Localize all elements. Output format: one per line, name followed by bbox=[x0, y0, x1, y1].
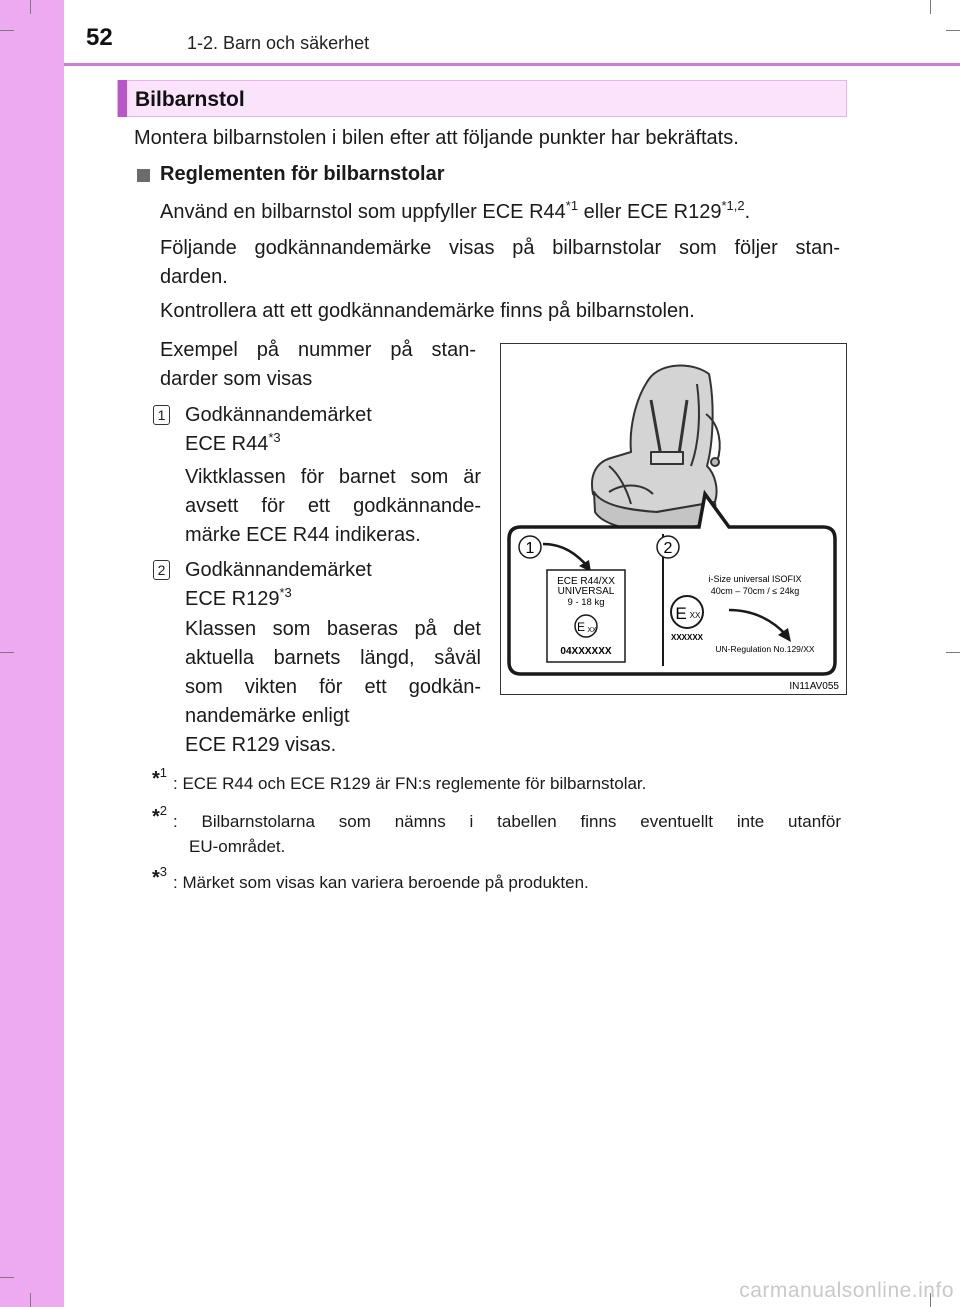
r129-code: XXXXXX bbox=[670, 633, 704, 642]
footnote-marker bbox=[152, 864, 168, 890]
footnote-marker bbox=[152, 803, 168, 829]
figure-label-2: 2 bbox=[663, 540, 673, 557]
crop-mark bbox=[30, 1293, 31, 1307]
footnote-2-text-line1: : Bilbarnstolarna som nämns i tabellen finns eventuellt inte utanför bbox=[173, 812, 841, 831]
standard-text: Använd en bilbarnstol som uppfyller ECE R44 bbox=[160, 201, 566, 223]
item-2-standard-text: ECE R129 bbox=[185, 588, 280, 610]
footnote-ref: *3 bbox=[279, 585, 292, 600]
figure-label-1: 1 bbox=[525, 540, 535, 557]
item-1-desc-line: Viktklassen för barnet som är bbox=[185, 466, 481, 488]
header-rule bbox=[64, 63, 960, 66]
subsection-title: Reglementen för bilbarnstolar bbox=[160, 163, 445, 185]
child-seat-illustration bbox=[501, 344, 846, 694]
example-text-line1: Exempel på nummer på stan- bbox=[160, 339, 476, 361]
intro-paragraph: Montera bilbarnstolen i bilen efter att följande punkter har bekräftats. bbox=[134, 127, 739, 149]
crop-mark bbox=[0, 1277, 14, 1278]
item-number-badge: 2 bbox=[153, 560, 170, 580]
r129-regulation: UN-Regulation No.129/XX bbox=[715, 644, 815, 654]
watermark: carmanualsonline.info bbox=[739, 1279, 954, 1302]
standard-text: eller ECE R129 bbox=[578, 201, 722, 223]
page-header bbox=[64, 0, 960, 64]
crop-mark bbox=[946, 652, 960, 653]
r44-mark: E bbox=[576, 620, 586, 634]
footnote-star: * bbox=[152, 806, 160, 828]
running-head: 1-2. Barn och säkerhet bbox=[187, 33, 370, 53]
child-seat-figure bbox=[500, 343, 847, 695]
footnote-number: 1 bbox=[159, 765, 168, 780]
r44-line3: 9 - 18 kg bbox=[567, 597, 605, 608]
approval-mark-paragraph-line2: darden. bbox=[160, 266, 228, 288]
item-1-desc-line: avsett för ett godkännande- bbox=[185, 495, 481, 517]
crop-mark bbox=[30, 0, 31, 14]
r44-line2: UNIVERSAL bbox=[557, 586, 615, 597]
section-accent bbox=[118, 80, 127, 117]
r129-mark: E bbox=[675, 604, 687, 623]
section-title: Bilbarnstol bbox=[135, 88, 245, 111]
item-2-desc-line: aktuella barnets längd, såväl bbox=[185, 647, 481, 669]
item-1-standard bbox=[185, 430, 475, 459]
item-2-title: Godkännandemärket bbox=[185, 559, 372, 581]
item-number-badge: 1 bbox=[153, 405, 170, 425]
footnote-marker bbox=[152, 765, 168, 791]
r44-code: 04XXXXXX bbox=[560, 646, 612, 657]
item-2-desc-line: Klassen som baseras på det bbox=[185, 618, 481, 640]
footnote-star: * bbox=[152, 867, 160, 889]
r129-line1: i-Size universal ISOFIX bbox=[708, 574, 802, 584]
page-side-band bbox=[0, 0, 64, 1307]
r129-mark-sub: XX bbox=[689, 611, 701, 620]
figure-id: IN11AV055 bbox=[789, 681, 839, 692]
standard-text: . bbox=[744, 201, 751, 223]
r129-line2: 40cm – 70cm / ≤ 24kg bbox=[710, 586, 800, 596]
footnote-star: * bbox=[152, 768, 160, 790]
section-heading-bar bbox=[117, 80, 847, 117]
crop-mark bbox=[0, 652, 14, 653]
item-2-standard bbox=[185, 585, 475, 614]
footnote-1-text: : ECE R44 och ECE R129 är FN:s reglemente för bilbarnstolar. bbox=[173, 774, 647, 793]
item-2-desc-line: som vikten för ett godkän- bbox=[185, 676, 481, 698]
item-2-desc-line: ECE R129 visas. bbox=[185, 734, 337, 756]
r44-mark-sub: XX bbox=[587, 627, 597, 634]
footnote-number: 3 bbox=[159, 864, 168, 879]
item-1-title: Godkännandemärket bbox=[185, 404, 372, 426]
footnote-2-text-line2: EU-området. bbox=[189, 837, 286, 856]
standard-paragraph bbox=[160, 198, 850, 227]
square-bullet-icon bbox=[137, 169, 150, 182]
item-1-standard-text: ECE R44 bbox=[185, 433, 269, 455]
footnote-number: 2 bbox=[159, 803, 168, 818]
footnote-ref: *3 bbox=[268, 430, 281, 445]
approval-mark-paragraph-line1: Följande godkännandemärke visas på bilbarnstolar som följer stan- bbox=[160, 237, 840, 259]
r44-line1: ECE R44/XX bbox=[557, 576, 615, 587]
footnote-ref: *1 bbox=[565, 198, 579, 213]
crop-mark bbox=[0, 30, 14, 31]
item-1-desc-line: märke ECE R44 indikeras. bbox=[185, 524, 421, 546]
footnote-ref: *1,2 bbox=[721, 198, 745, 213]
check-paragraph: Kontrollera att ett godkännandemärke finns på bilbarnstolen. bbox=[160, 300, 695, 322]
child-seat-icon bbox=[592, 366, 720, 532]
item-2-desc-line: nandemärke enligt bbox=[185, 705, 350, 727]
footnote-3-text: : Märket som visas kan variera beroende på produkten. bbox=[173, 873, 589, 892]
example-text-line2: darder som visas bbox=[160, 368, 313, 390]
page-number: 52 bbox=[86, 24, 113, 51]
